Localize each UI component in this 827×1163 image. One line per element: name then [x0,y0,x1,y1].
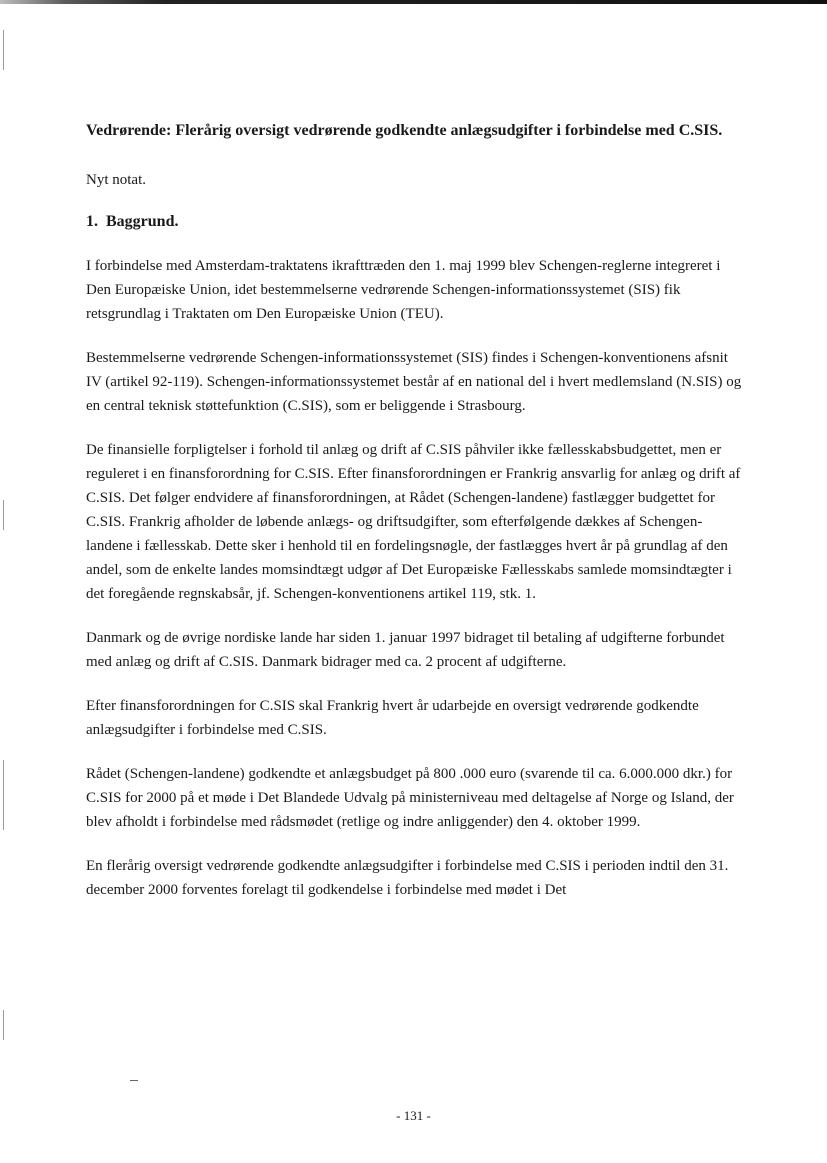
paragraph: Danmark og de øvrige nordiske lande har siden 1. januar 1997 bidraget til betaling af udgifterne forbundet med anlæg og drift af C.SIS. Danmark bidrager med ca. 2 procent af udgifterne. [86,630,725,670]
section-number: 1. [86,213,98,230]
scan-edge-mark [3,760,4,830]
document-body [86,118,746,922]
scan-edge-mark [3,30,4,70]
page-number: - 131 - [396,1108,431,1123]
paragraph: Rådet (Schengen-landene) godkendte et anlægsbudget på 800 .000 euro (svarende til ca. 6.000.000 dkr.) for C.SIS for 2000 på et møde i Det Blandede Udvalg på ministerniveau med deltagelse af Norge og Island, der blev afholdt i forbindelse med rådsmødet (retlige og indre anliggender) den 4. oktober 1999. [86,766,734,830]
document-subject: Vedrørende: Flerårig oversigt vedrørende godkendte anlægsudgifter i forbindelse med C.SIS. [86,122,723,139]
paragraph: Efter finansforordningen for C.SIS skal Frankrig hvert år udarbejde en oversigt vedrørende godkendte anlægsudgifter i forbindelse med C.SIS. [86,698,699,738]
paragraph: En flerårig oversigt vedrørende godkendte anlægsudgifter i forbindelse med C.SIS i perioden indtil den 31. december 2000 forventes forelagt til godkendelse i forbindelse med mødet i Det [86,858,729,898]
scan-edge-mark [3,500,4,530]
stray-mark [130,1080,138,1081]
note-label: Nyt notat. [86,172,146,188]
scan-edge-mark [3,1010,4,1040]
section-title: Baggrund. [106,213,179,230]
paragraph: De finansielle forpligtelser i forhold til anlæg og drift af C.SIS påhviler ikke fællesskabsbudgettet, men er reguleret i en finansforordning for C.SIS. Efter finansforordningen er Frankrig ansvarlig for anlæg og drift af C.SIS. Det følger endvidere af finansforordningen, at Rådet (Schengen-landene) fastlægger budgettet for C.SIS. Frankrig afholder de løbende anlægs- og driftsudgifter, som efterfølgende dækkes af Schengen-landene i fællesskab. Dette sker i henhold til en fordelingsnøgle, der fastlægges hvert år på grundlag af den andel, som de enkelte landes momsindtægt udgør af Det Europæiske Fællesskabs samlede momsindtægter i det foregående regnskabsår, jf. Schengen-konventionens artikel 119, stk. 1. [86,442,741,602]
page-top-edge [0,0,827,4]
paragraph: I forbindelse med Amsterdam-traktatens ikrafttræden den 1. maj 1999 blev Schengen-reglerne integreret i Den Europæiske Union, idet bestemmelserne vedrørende Schengen-informationssystemet (SIS) fik retsgrundlag i Traktaten om Den Europæiske Union (TEU). [86,258,721,322]
paragraph: Bestemmelserne vedrørende Schengen-informationssystemet (SIS) findes i Schengen-konventionens afsnit IV (artikel 92-119). Schengen-informationssystemet består af en national del i hvert medlemsland (N.SIS) og en central teknisk støttefunktion (C.SIS), som er beliggende i Strasbourg. [86,350,742,414]
section-heading [86,210,746,234]
